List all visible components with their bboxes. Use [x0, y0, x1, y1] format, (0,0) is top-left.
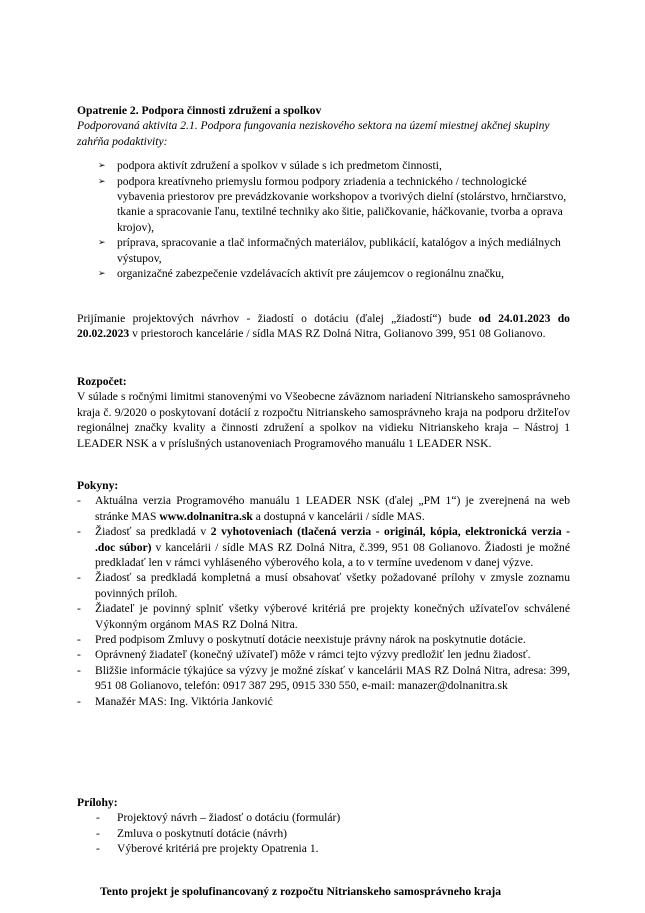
budget-text: V súlade s ročnými limitmi stanovenými vo Všeobecne záväznom nariadení Nitrianskeho samosprávneho kraja č. 9/2020 o poskytovaní dotácií z rozpočtu Nitrianskeho samosprávneho kraja na podporu držiteľov regionálnej značky kvality a činnosti združení a spolkov na vidieku Nitrianskeho kraja – Nástroj 1 LEADER NSK a v príslušných ustanoveniach Programového manuálu 1 LEADER NSK.	[77, 390, 570, 450]
list-item: - Žiadosť sa predkladá v 2 vyhotoveniach (tlačená verzia - originál, kópia, elektronická verzia - .doc súbor) v kancelárii / sídle MAS RZ Dolná Nitra, č.399, 951 08 Golianovo. Žiadosti je možné predkladať len v rámci vyhláseného výberového kola, a to v termíne uvedenom v danej výzve.	[77, 525, 570, 570]
footer-note: Tento projekt je spolufinancovaný z rozpočtu Nitrianskeho samosprávneho kraja	[100, 885, 502, 898]
reception-dates: od 24.01.2023 do 20.02.2023	[77, 312, 570, 341]
budget-heading: Rozpočet:	[77, 375, 127, 388]
measure-subtitle: Podporovaná aktivita 2.1. Podpora fungovania neziskového sektora na území miestnej akčnej skupiny zahŕňa podaktivity:	[77, 119, 550, 148]
arrow-bullet-icon: ➢	[98, 160, 106, 171]
attachments-list	[77, 810, 570, 856]
list-item: - Pred podpisom Zmluvy o poskytnutí dotácie neexistuje právny nárok na poskytnutie dotácie.	[77, 633, 526, 647]
budget-section	[77, 374, 570, 451]
list-item: - Manažér MAS: Ing. Viktória Janković	[77, 694, 273, 708]
reception-paragraph: Prijímanie projektových návrhov - žiadostí o dotáciu (ďalej „žiadostí“) bude od 24.01.2023 do 20.02.2023 v priestoroch kancelárie / sídla MAS RZ Dolná Nitra, Golianovo 399, 951 08 Golianovo.	[77, 312, 570, 341]
attachments-section	[77, 795, 570, 857]
list-item: - Projektový návrh – žiadosť o dotáciu (formulár)	[96, 811, 341, 825]
list-item: ➢ podpora aktivít združení a spolkov v súlade s ich predmetom činnosti,	[98, 159, 442, 173]
measure-section	[77, 103, 570, 281]
arrow-bullet-icon: ➢	[98, 237, 106, 248]
list-item: - Výberové kritériá pre projekty Opatrenia 1.	[96, 842, 319, 856]
arrow-bullet-icon: ➢	[98, 268, 106, 279]
list-item: ➢ organizačné zabezpečenie vzdelávacích aktivít pre záujemcov o regionálnu značku,	[98, 267, 505, 281]
list-item: - Žiadosť sa predkladá kompletná a musí obsahovať všetky požadované prílohy v zmysle zoznamu povinných príloh.	[77, 571, 570, 600]
instructions-heading: Pokyny:	[77, 479, 119, 492]
arrow-bullet-icon: ➢	[98, 175, 106, 186]
list-item: - Bližšie informácie týkajúce sa výzvy je možné získať v kancelárii MAS RZ Dolná Nitra, adresa: 399, 951 08 Golianovo, telefón: 0917 387 295, 0915 330 550, e-mail: manazer@dolnanitra.sk	[77, 663, 570, 693]
activity-list	[77, 158, 570, 281]
attachments-heading: Prílohy:	[77, 796, 118, 809]
list-item: ➢ podpora kreatívneho priemyslu formou podpory zriadenia a technického / technologické vybavenia priestorov pre prevádzkovanie workshopov a tvorivých dielní (stolárstvo, hrnčiarstvo, tkanie a spracovanie ľanu, textilné techniky ako šitie, paličkovanie, háčkovanie, tvorba a oprava krojov),	[98, 174, 567, 234]
website-link[interactable]: www.dolnanitra.sk	[159, 509, 253, 523]
list-item: - Zmluva o poskytnutí dotácie (návrh)	[96, 826, 288, 840]
instructions-list	[77, 493, 570, 709]
list-item: - Oprávnený žiadateľ (konečný užívateľ) môže v rámci tejto výzvy predložiť len jednu žiadosť.	[77, 648, 531, 662]
instructions-section	[77, 478, 570, 709]
measure-title: Opatrenie 2. Podpora činnosti združení a spolkov	[77, 104, 322, 117]
list-item: ➢ príprava, spracovanie a tlač informačných materiálov, publikácií, katalógov a iných mediálnych výstupov,	[98, 236, 561, 265]
list-item: - Žiadateľ je povinný splniť všetky výberové kritériá pre projekty konečných užívateľov schválené Výkonným orgánom MAS RZ Dolná Nitra.	[77, 602, 570, 631]
list-item: - Aktuálna verzia Programového manuálu 1 LEADER NSK (ďalej „PM 1“) je zverejnená na web stránke MAS www.dolnanitra.sk a dostupná v kancelárii / sídle MAS.	[77, 494, 570, 523]
